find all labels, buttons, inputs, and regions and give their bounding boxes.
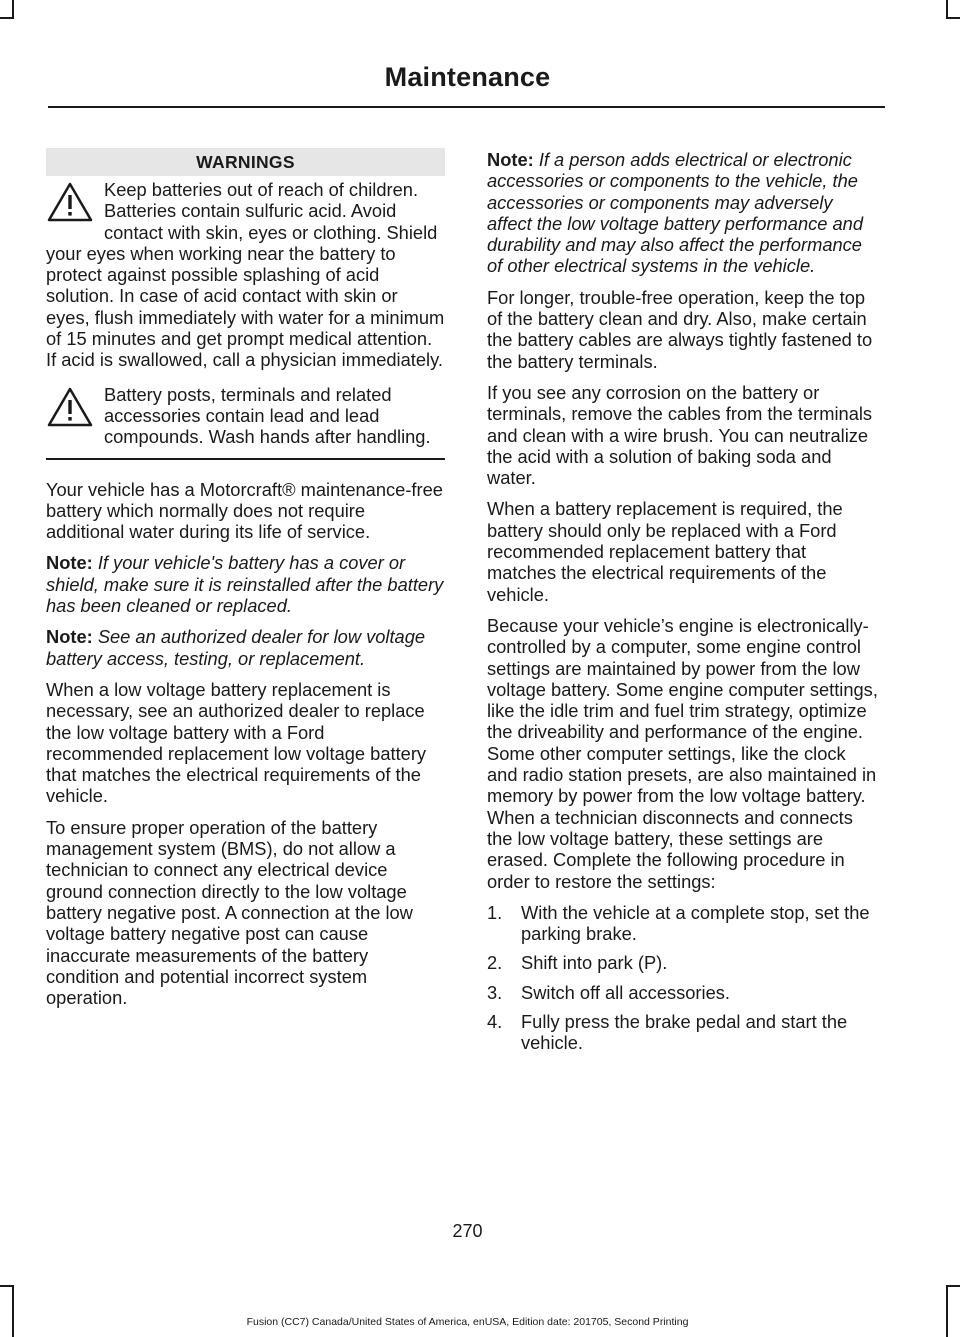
step-text: With the vehicle at a complete stop, set the parking brake.	[521, 901, 870, 945]
warning-triangle-icon	[46, 181, 94, 223]
crop-mark	[946, 0, 948, 18]
list-item	[487, 982, 880, 1003]
paragraph: When a low voltage battery replacement is necessary, see an authorized dealer to replace the low voltage battery with a Ford recommended replacement low voltage battery that matches the electrical requirements of the vehicle.	[46, 678, 427, 807]
note-label: Note:	[487, 149, 534, 170]
step-text: Fully press the brake pedal and start the vehicle.	[521, 1010, 848, 1054]
step-text: Switch off all accessories.	[521, 981, 730, 1003]
paragraph: Your vehicle has a Motorcraft® maintenance-free battery which normally does not require additional water during its life of service.	[46, 478, 443, 543]
note-body: If a person adds electrical or electronic accessories or components to the vehicle, the accessories or components may adversely affect the low voltage battery performance and durability and may also affect the performance of other electrical systems in the vehicle.	[487, 149, 863, 277]
warning-text: Battery posts, terminals and related accessories contain lead and lead compounds. Wash hands after handling.	[104, 383, 431, 448]
warning-triangle-icon	[46, 386, 94, 428]
step-number: 3.	[487, 981, 503, 1003]
footer-edition: Fusion (CC7) Canada/United States of America, enUSA, Edition date: 201705, Second Printing	[246, 1316, 689, 1328]
procedure-steps	[487, 902, 880, 1054]
warning-text: Keep batteries out of reach of children. Batteries contain sulfuric acid. Avoid contact with skin, eyes or clothing. Shield your eyes when working near the battery to protect against possible splashing of acid solution. In case of acid contact with skin or eyes, flush immediately with water for a minimum of 15 minutes and get prompt medical attention. If acid is swallowed, call a physician immediately.	[46, 179, 445, 371]
paragraph: To ensure proper operation of the battery management system (BMS), do not allow a technician to connect any electrical device ground connection directly to the low voltage battery negative post. A connection at the low voltage battery negative post can cause inaccurate measurements of the battery condition and potential incorrect system operation.	[46, 816, 413, 1009]
crop-mark	[946, 1285, 960, 1287]
note-label: Note:	[46, 626, 93, 648]
crop-mark	[12, 0, 14, 18]
warnings-heading: WARNINGS	[46, 148, 445, 176]
paragraph: If you see any corrosion on the battery or terminals, remove the cables from the terminals and clean with a wire brush. You can neutralize the acid with a solution of baking soda and water.	[487, 381, 873, 489]
crop-mark	[0, 1285, 14, 1287]
step-number: 1.	[487, 901, 503, 923]
paragraph: For longer, trouble-free operation, keep the top of the battery clean and dry. Also, make certain the battery cables are always tightly fastened to the battery terminals.	[487, 286, 873, 372]
crop-mark	[946, 1285, 948, 1337]
list-item	[487, 1011, 880, 1054]
page-title: Maintenance	[384, 62, 551, 92]
crop-mark	[0, 17, 14, 19]
crop-mark	[946, 17, 960, 19]
note-body: See an authorized dealer for low voltage battery access, testing, or replacement.	[46, 626, 426, 669]
list-item	[487, 902, 880, 945]
step-number: 2.	[487, 952, 503, 974]
list-item	[487, 952, 880, 973]
note	[46, 552, 445, 616]
crop-mark	[12, 1285, 14, 1337]
warnings-end-rule	[46, 458, 445, 460]
paragraph: Because your vehicle’s engine is electronically-controlled by a computer, some engine control settings are maintained by power from the low voltage battery. Some engine computer settings, like the idle trim and fuel trim strategy, optimize the driveability and performance of the engine. Some other computer settings, like the clock and radio station presets, are also maintained in memory by power from the low voltage battery. When a technician disconnects and connects the low voltage battery, these settings are erased. Complete the following procedure in order to restore the settings:	[487, 614, 878, 892]
warning-item	[46, 381, 445, 448]
step-number: 4.	[487, 1010, 503, 1032]
warning-item	[46, 176, 445, 371]
page-number: 270	[452, 1221, 483, 1241]
note	[487, 149, 880, 277]
paragraph: When a battery replacement is required, the battery should only be replaced with a Ford recommended replacement battery that matches the electrical requirements of the vehicle.	[487, 498, 843, 605]
note	[46, 626, 445, 669]
note-label: Note:	[46, 552, 93, 574]
right-column	[487, 149, 880, 1062]
step-text: Shift into park (P).	[521, 952, 668, 974]
note-body: If your vehicle's battery has a cover or shield, make sure it is reinstalled after the battery has been cleaned or replaced.	[46, 552, 444, 617]
header-rule	[48, 106, 885, 108]
left-column	[46, 148, 445, 1018]
